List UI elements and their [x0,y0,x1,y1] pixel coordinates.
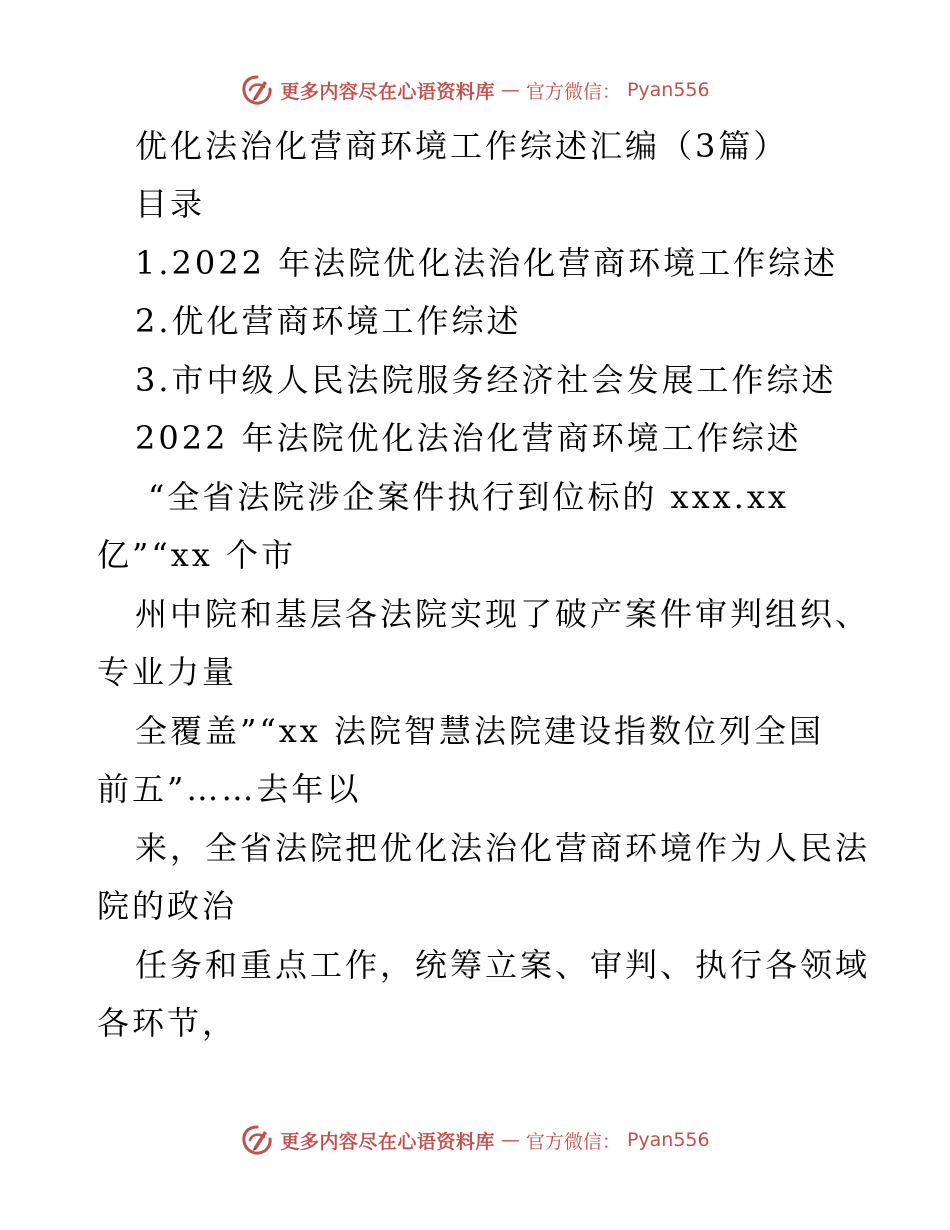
body-line: 州中院和基层各法院实现了破产案件审判组织、 [135,595,871,633]
toc-item-2: 2.优化营商环境工作综述 [135,302,522,340]
body-line: 亿”“xx 个市 [97,536,296,574]
banner-contact-label: 官方微信： [525,80,621,103]
banner-dash: — [500,1129,520,1151]
body-line: 各环节， [97,1004,238,1042]
pen-swirl-logo-icon [240,1123,274,1157]
body-line: 任务和重点工作，统筹立案、审判、执行各领域 [135,946,871,984]
body-line: 全覆盖”“xx 法院智慧法院建设指数位列全国 [135,712,824,750]
banner-slogan: 更多内容尽在心语资料库 [280,80,495,103]
banner-contact-id: Pyan556 [626,1129,710,1151]
document-title: 优化法治化营商环境工作综述汇编（3篇） [135,127,789,165]
banner-contact-id: Pyan556 [626,79,710,101]
pen-swirl-logo-icon [240,73,274,107]
body-line: 来，全省法院把优化法治化营商环境作为人民法 [135,829,871,867]
toc-item-1: 1.2022 年法院优化法治化营商环境工作综述 [135,244,839,282]
banner-contact-label: 官方微信： [525,1130,621,1153]
body-line: 前五”……去年以 [97,770,362,808]
section-title: 2022 年法院优化法治化营商环境工作综述 [135,419,802,457]
body-line: “全省法院涉企案件执行到位标的 xxx.xx [148,478,789,516]
header-banner [0,70,950,110]
banner-dash: — [500,79,520,101]
footer-banner [0,1120,950,1160]
banner-slogan: 更多内容尽在心语资料库 [280,1130,495,1153]
body-line: 院的政治 [97,887,238,925]
body-line: 专业力量 [97,653,238,691]
toc-heading: 目录 [135,185,206,223]
toc-item-3: 3.市中级人民法院服务经济社会发展工作综述 [135,361,837,399]
